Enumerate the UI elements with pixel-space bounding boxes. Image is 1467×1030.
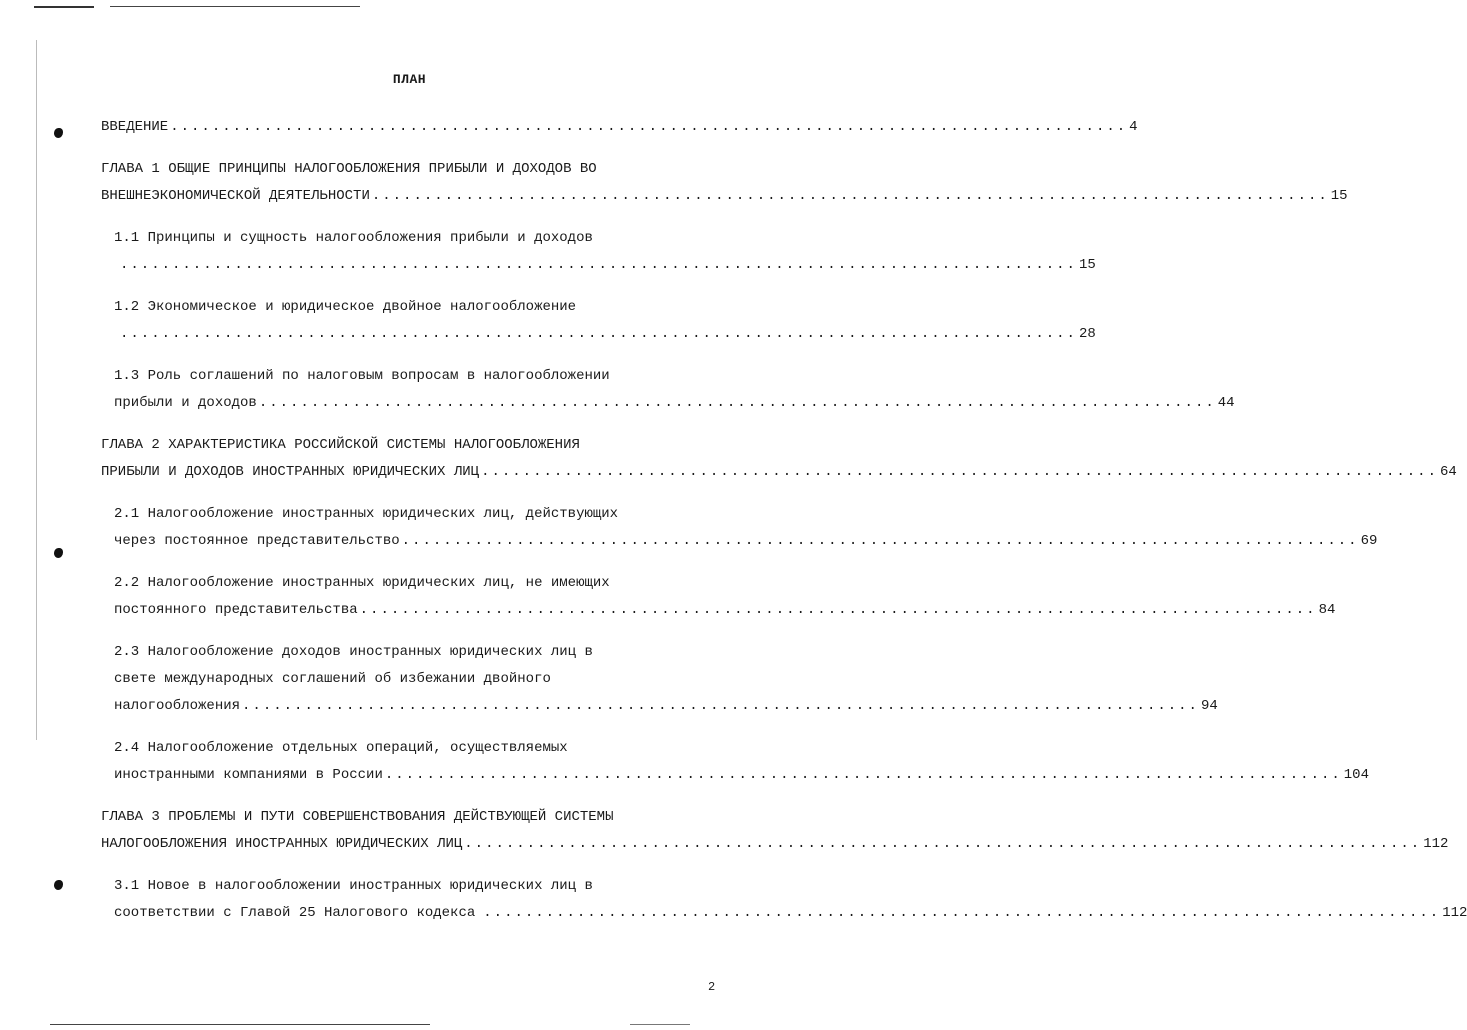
- toc-page-number: 44: [1217, 395, 1235, 411]
- dot-leader: ............................................................................................: [242, 698, 1199, 714]
- toc-entry-section-2-1: [101, 501, 1378, 555]
- dot-leader: ............................................................................................: [401, 533, 1359, 549]
- toc-entry-title-continued: налогообложения: [114, 698, 241, 714]
- toc-entry-title: 1.3 Роль соглашений по налоговым вопросам в налогообложении: [114, 368, 610, 384]
- toc-entry-title-continued: постоянного представительства: [114, 602, 358, 618]
- scan-artifact-top-mid: [110, 6, 360, 7]
- toc-entry-title-continued: соответствии с Главой 25 Налогового кодекса: [114, 905, 476, 921]
- toc-entry-section-2-3: [101, 639, 1218, 720]
- toc-entry-title-continued: прибыли и доходов: [114, 395, 257, 411]
- toc-page-number: 64: [1440, 464, 1457, 480]
- toc-entry-title: 2.3 Налогообложение доходов иностранных юридических лиц в: [114, 644, 593, 660]
- page-title: ПЛАН: [392, 72, 427, 87]
- toc-entry-section-1-1: [101, 225, 1096, 279]
- toc-entry-section-2-4: [101, 735, 1369, 789]
- toc-entry-title: ГЛАВА 3 ПРОБЛЕМЫ И ПУТИ СОВЕРШЕНСТВОВАНИЯ ДЕЙСТВУЮЩЕЙ СИСТЕМЫ: [101, 809, 614, 825]
- toc-entry-section-3-1: [101, 873, 1467, 927]
- toc-entry-title: 2.1 Налогообложение иностранных юридических лиц, действующих: [114, 506, 619, 522]
- scan-artifact-bottom-right: [630, 1024, 690, 1025]
- toc-entry-introduction: [101, 114, 1138, 141]
- toc-page-number: 15: [1330, 188, 1348, 204]
- toc-entry-title: ГЛАВА 1 ОБЩИЕ ПРИНЦИПЫ НАЛОГООБЛОЖЕНИЯ ПРИБЫЛИ И ДОХОДОВ ВО: [101, 161, 597, 177]
- toc-entry-section-1-3: [101, 363, 1235, 417]
- dot-leader: ............................................................................................: [464, 836, 1422, 852]
- toc-entry-chapter-2: [101, 432, 1457, 486]
- binding-hole-mark-3: [54, 880, 63, 890]
- dot-leader: ............................................................................................: [120, 326, 1077, 342]
- toc-page-number: 15: [1078, 257, 1096, 273]
- toc-entry-section-1-2: [101, 294, 1096, 348]
- toc-entry-chapter-1: [101, 156, 1348, 210]
- scan-artifact-left-margin: [36, 40, 37, 740]
- scan-artifact-bottom-left: [50, 1024, 430, 1025]
- toc-page-number: 69: [1360, 533, 1378, 549]
- toc-entry-title-continued: через постоянное представительство: [114, 533, 400, 549]
- scan-artifact-top-left: [34, 6, 94, 8]
- toc-page-number: 112: [1423, 836, 1449, 852]
- dot-leader: ............................................................................................: [481, 464, 1438, 480]
- toc-entry-title: 1.1 Принципы и сущность налогообложения прибыли и доходов: [114, 230, 593, 246]
- toc-entry-title-line-2: свете международных соглашений об избежании двойного: [114, 671, 551, 687]
- toc-entry-title: 2.4 Налогообложение отдельных операций, осуществляемых: [114, 740, 568, 756]
- dot-leader: ............................................................................................: [384, 767, 1342, 783]
- toc-entry-section-2-2: [101, 570, 1336, 624]
- toc-entry-title-continued: НАЛОГООБЛОЖЕНИЯ ИНОСТРАННЫХ ЮРИДИЧЕСКИХ ЛИЦ: [101, 836, 463, 852]
- toc-page-number: 28: [1078, 326, 1096, 342]
- toc-entry-title-continued: ПРИБЫЛИ И ДОХОДОВ ИНОСТРАННЫХ ЮРИДИЧЕСКИХ ЛИЦ: [101, 464, 480, 480]
- dot-leader: ............................................................................................: [170, 119, 1128, 135]
- toc-page-number: 94: [1200, 698, 1218, 714]
- page-number: 2: [708, 980, 716, 994]
- toc-page-number: 104: [1343, 767, 1369, 783]
- dot-leader: ............................................................................................: [120, 257, 1077, 273]
- toc-entry-title: 3.1 Новое в налогообложении иностранных юридических лиц в: [114, 878, 593, 894]
- toc-entry-chapter-3: [101, 804, 1449, 858]
- toc-page-number: 4: [1129, 119, 1138, 135]
- toc-entry-title: 1.2 Экономическое и юридическое двойное налогообложение: [114, 299, 577, 315]
- dot-leader: ............................................................................................: [359, 602, 1317, 618]
- dot-leader: ............................................................................................: [371, 188, 1329, 204]
- toc-entry-title-continued: иностранными компаниями в России: [114, 767, 383, 783]
- toc-entry-title-continued: ВНЕШНЕЭКОНОМИЧЕСКОЙ ДЕЯТЕЛЬНОСТИ: [101, 188, 370, 204]
- toc-page-number: 112: [1442, 905, 1467, 921]
- toc-entry-title: ВВЕДЕНИЕ: [101, 119, 169, 135]
- toc-entry-title: ГЛАВА 2 ХАРАКТЕРИСТИКА РОССИЙСКОЙ СИСТЕМЫ НАЛОГООБЛОЖЕНИЯ: [101, 437, 580, 453]
- table-of-contents: [101, 114, 1467, 942]
- toc-entry-title: 2.2 Налогообложение иностранных юридических лиц, не имеющих: [114, 575, 610, 591]
- toc-page-number: 84: [1318, 602, 1336, 618]
- dot-leader: ............................................................................................: [258, 395, 1216, 411]
- binding-hole-mark-1: [54, 128, 63, 138]
- dot-leader: ............................................................................................: [483, 905, 1441, 921]
- binding-hole-mark-2: [54, 548, 63, 558]
